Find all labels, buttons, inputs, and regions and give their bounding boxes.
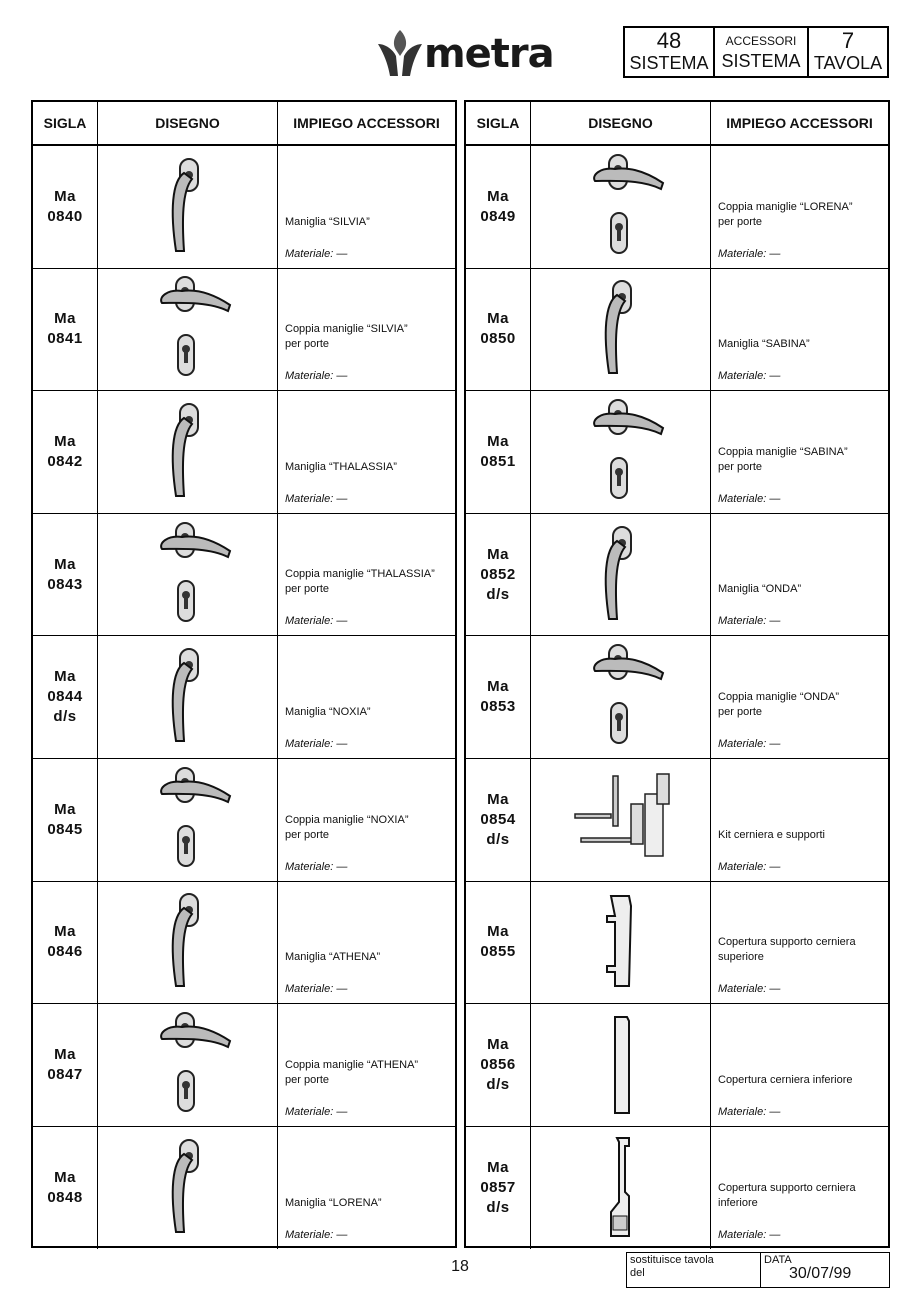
impiego-cell <box>711 1004 888 1126</box>
accessory-description <box>285 813 449 843</box>
accessori-label: ACCESSORI <box>725 34 797 48</box>
drawing-cell <box>531 1127 711 1250</box>
material-note: Materiale: — <box>285 1105 348 1118</box>
accessory-description <box>718 200 882 230</box>
material-note: Materiale: — <box>718 983 781 996</box>
sigla-cell <box>33 1127 98 1250</box>
description-line: Coppia maniglie “THALASSIA” <box>285 568 435 581</box>
hinge-cover-icon <box>571 1009 671 1121</box>
sigla-code-line: Ma <box>487 310 509 328</box>
sigla-code-line: 0842 <box>47 452 83 470</box>
drawing-cell <box>531 269 711 391</box>
window-handle-icon <box>138 641 238 753</box>
impiego-cell <box>711 391 888 513</box>
sigla-code-line: d/s <box>53 708 77 726</box>
sigla-code-line: 0843 <box>47 575 83 593</box>
drawing-cell <box>98 269 278 391</box>
col-sigla: SIGLA <box>466 102 531 144</box>
footer-box <box>626 1252 890 1288</box>
header-info-box <box>623 26 889 78</box>
sigla-code-line: 0846 <box>47 943 83 961</box>
table-row <box>33 514 455 637</box>
impiego-cell <box>278 146 455 268</box>
col-sigla: SIGLA <box>33 102 98 144</box>
impiego-cell <box>278 391 455 513</box>
replaces-line-2: del <box>630 1267 645 1279</box>
drawing-cell <box>98 514 278 636</box>
sigla-code-line: Ma <box>54 432 76 450</box>
accessory-description <box>718 935 882 965</box>
accessories-table-left <box>31 100 457 1248</box>
accessori-cell <box>715 28 809 76</box>
description-line: Maniglia “SILVIA” <box>285 215 370 228</box>
sigla-code-line: Ma <box>54 1045 76 1063</box>
sigla-code-line: 0855 <box>480 943 516 961</box>
sigla-cell <box>33 391 98 513</box>
impiego-cell <box>278 636 455 758</box>
table-header <box>466 102 888 146</box>
sigla-code-line: Ma <box>487 923 509 941</box>
material-note: Materiale: — <box>285 492 348 505</box>
material-note: Materiale: — <box>718 737 781 750</box>
table-body <box>33 146 455 1249</box>
sigla-code-line: d/s <box>486 1199 510 1217</box>
window-handle-icon <box>138 396 238 508</box>
material-note: Materiale: — <box>285 247 348 260</box>
replaces-line-1: sostituisce tavola <box>630 1254 714 1266</box>
sistema-cell <box>625 28 715 76</box>
tavola-number: 7 <box>841 28 855 53</box>
table-row <box>33 269 455 392</box>
description-line: Copertura cerniera inferiore <box>718 1073 853 1086</box>
table-row <box>33 391 455 514</box>
brand-name: metra <box>424 31 554 77</box>
sistema-label: SISTEMA <box>629 53 709 73</box>
sigla-cell <box>466 269 531 391</box>
sigla-code-line: Ma <box>54 187 76 205</box>
drawing-cell <box>531 391 711 513</box>
door-handle-pair-icon <box>138 1009 238 1121</box>
table-row <box>466 636 888 759</box>
sigla-code-line: 0856 <box>480 1055 516 1073</box>
door-handle-pair-icon <box>571 151 671 263</box>
sigla-code-line: 0853 <box>480 698 516 716</box>
accessory-description <box>285 460 449 475</box>
sigla-cell <box>466 1127 531 1250</box>
sigla-cell <box>33 636 98 758</box>
hinge-cover-top-icon <box>571 886 671 998</box>
material-note: Materiale: — <box>285 615 348 628</box>
sigla-code-line: Ma <box>54 923 76 941</box>
table-header <box>33 102 455 146</box>
material-note: Materiale: — <box>718 247 781 260</box>
sigla-code-line: 0844 <box>47 688 83 706</box>
table-row <box>466 146 888 269</box>
description-line: per porte <box>718 705 763 718</box>
description-line: per porte <box>285 338 330 351</box>
sigla-code-line: 0857 <box>480 1179 516 1197</box>
sigla-cell <box>466 882 531 1004</box>
impiego-cell <box>278 514 455 636</box>
sigla-code-line: 0847 <box>47 1065 83 1083</box>
col-impiego: IMPIEGO ACCESSORI <box>293 115 440 131</box>
description-line: per porte <box>285 1073 330 1086</box>
accessory-description <box>718 445 882 475</box>
description-line: Copertura supporto cerniera <box>718 936 856 949</box>
accessory-description <box>285 322 449 352</box>
impiego-cell <box>278 269 455 391</box>
description-line: Copertura supporto cerniera <box>718 1182 856 1195</box>
door-handle-pair-icon <box>571 396 671 508</box>
sigla-cell <box>33 146 98 268</box>
accessory-description <box>285 705 449 720</box>
sigla-code-line: Ma <box>487 678 509 696</box>
door-handle-pair-icon <box>138 519 238 631</box>
material-note: Materiale: — <box>285 983 348 996</box>
description-line: Maniglia “THALASSIA” <box>285 460 397 473</box>
description-line: inferiore <box>718 1197 758 1210</box>
description-line: Coppia maniglie “LORENA” <box>718 200 853 213</box>
sigla-code-line: 0840 <box>47 207 83 225</box>
material-note: Materiale: — <box>285 1229 348 1242</box>
table-row <box>33 146 455 269</box>
accessori-sistema-label: SISTEMA <box>721 51 801 71</box>
impiego-cell <box>711 514 888 636</box>
col-impiego: IMPIEGO ACCESSORI <box>726 115 873 131</box>
drawing-cell <box>98 882 278 1004</box>
tavola-label: TAVOLA <box>813 53 883 73</box>
sigla-code-line: Ma <box>54 668 76 686</box>
sigla-code-line: Ma <box>54 800 76 818</box>
sigla-code-line: Ma <box>54 310 76 328</box>
description-line: Coppia maniglie “SABINA” <box>718 445 848 458</box>
sigla-code-line: d/s <box>486 1075 510 1093</box>
drawing-cell <box>531 1004 711 1126</box>
accessory-description <box>718 828 882 843</box>
door-handle-pair-icon <box>138 273 238 385</box>
table-row <box>466 759 888 882</box>
sigla-cell <box>33 514 98 636</box>
description-line: Coppia maniglie “SILVIA” <box>285 323 408 336</box>
sigla-code-line: Ma <box>487 187 509 205</box>
drawing-cell <box>98 636 278 758</box>
sigla-code-line: Ma <box>487 545 509 563</box>
material-note: Materiale: — <box>285 370 348 383</box>
description-line: per porte <box>718 215 763 228</box>
sigla-code-line: Ma <box>487 790 509 808</box>
hinge-kit-icon <box>571 764 671 876</box>
drawing-cell <box>98 759 278 881</box>
description-line: Coppia maniglie “ONDA” <box>718 690 840 703</box>
impiego-cell <box>278 1127 455 1250</box>
table-row <box>466 514 888 637</box>
sigla-cell <box>466 391 531 513</box>
accessory-description <box>718 337 882 352</box>
date-cell <box>761 1253 889 1287</box>
table-row <box>466 269 888 392</box>
date-value: 30/07/99 <box>789 1265 852 1282</box>
drawing-cell <box>98 1127 278 1250</box>
sigla-cell <box>466 146 531 268</box>
sigla-cell <box>33 882 98 1004</box>
table-row <box>33 1127 455 1250</box>
sigla-cell <box>33 269 98 391</box>
table-row <box>466 1127 888 1250</box>
sigla-code-line: 0850 <box>480 330 516 348</box>
sigla-cell <box>466 636 531 758</box>
accessory-description <box>285 1058 449 1088</box>
description-line: per porte <box>718 460 763 473</box>
material-note: Materiale: — <box>718 492 781 505</box>
accessory-description <box>285 1196 449 1211</box>
material-note: Materiale: — <box>285 860 348 873</box>
material-note: Materiale: — <box>285 737 348 750</box>
material-note: Materiale: — <box>718 615 781 628</box>
accessories-table-right <box>464 100 890 1248</box>
window-handle-icon <box>138 886 238 998</box>
accessory-description <box>285 950 449 965</box>
sigla-cell <box>466 514 531 636</box>
sigla-code-line: 0848 <box>47 1189 83 1207</box>
table-body <box>466 146 888 1249</box>
window-handle-icon <box>571 273 671 385</box>
accessory-description <box>285 215 449 230</box>
sistema-number: 48 <box>656 28 682 53</box>
table-row <box>33 1004 455 1127</box>
sigla-code-line: 0852 <box>480 565 516 583</box>
material-note: Materiale: — <box>718 1229 781 1242</box>
page-number: 18 <box>451 1258 469 1275</box>
drawing-cell <box>531 514 711 636</box>
sigla-cell <box>33 759 98 881</box>
accessory-description <box>718 1181 882 1211</box>
sigla-code-line: d/s <box>486 585 510 603</box>
drawing-cell <box>531 146 711 268</box>
sigla-code-line: 0854 <box>480 810 516 828</box>
window-handle-icon <box>138 1132 238 1244</box>
sigla-code-line: 0841 <box>47 330 83 348</box>
col-disegno: DISEGNO <box>98 102 278 144</box>
impiego-cell <box>711 1127 888 1250</box>
impiego-cell <box>711 146 888 268</box>
sigla-cell <box>33 1004 98 1126</box>
table-row <box>466 1004 888 1127</box>
door-handle-pair-icon <box>571 641 671 753</box>
tavola-cell <box>809 28 887 76</box>
description-line: Maniglia “SABINA” <box>718 338 810 351</box>
accessory-description <box>718 1073 882 1088</box>
sigla-code-line: Ma <box>487 1035 509 1053</box>
sigla-code-line: Ma <box>54 555 76 573</box>
drawing-cell <box>531 759 711 881</box>
impiego-cell <box>278 759 455 881</box>
impiego-cell <box>711 636 888 758</box>
date-label: DATA <box>764 1254 792 1266</box>
sigla-cell <box>466 759 531 881</box>
description-line: per porte <box>285 583 330 596</box>
accessory-description <box>718 582 882 597</box>
sigla-code-line: Ma <box>487 432 509 450</box>
drawing-cell <box>98 1004 278 1126</box>
drawing-cell <box>531 636 711 758</box>
sigla-code-line: d/s <box>486 830 510 848</box>
metra-logo <box>374 26 556 82</box>
description-line: Coppia maniglie “ATHENA” <box>285 1058 419 1071</box>
description-line: Kit cerniera e supporti <box>718 828 825 841</box>
impiego-cell <box>278 882 455 1004</box>
sigla-code-line: Ma <box>487 1159 509 1177</box>
impiego-cell <box>278 1004 455 1126</box>
description-line: Coppia maniglie “NOXIA” <box>285 813 409 826</box>
material-note: Materiale: — <box>718 860 781 873</box>
description-line: Maniglia “ONDA” <box>718 583 802 596</box>
table-row <box>33 759 455 882</box>
logo-mark-icon <box>374 26 426 82</box>
drawing-cell <box>531 882 711 1004</box>
description-line: per porte <box>285 828 330 841</box>
impiego-cell <box>711 759 888 881</box>
table-row <box>33 882 455 1005</box>
drawing-cell <box>98 391 278 513</box>
hinge-cover-bottom-icon <box>571 1132 671 1244</box>
replaces-cell <box>627 1253 761 1287</box>
table-row <box>466 882 888 1005</box>
drawing-cell <box>98 146 278 268</box>
sigla-cell <box>466 1004 531 1126</box>
table-row <box>33 636 455 759</box>
sigla-code-line: Ma <box>54 1169 76 1187</box>
accessory-description <box>718 690 882 720</box>
window-handle-icon <box>571 519 671 631</box>
description-line: Maniglia “LORENA” <box>285 1197 382 1210</box>
sigla-code-line: 0851 <box>480 452 516 470</box>
description-line: Maniglia “ATHENA” <box>285 951 381 964</box>
sigla-code-line: 0849 <box>480 207 516 225</box>
sigla-code-line: 0845 <box>47 820 83 838</box>
accessory-description <box>285 567 449 597</box>
window-handle-icon <box>138 151 238 263</box>
description-line: Maniglia “NOXIA” <box>285 705 371 718</box>
material-note: Materiale: — <box>718 370 781 383</box>
description-line: superiore <box>718 951 764 964</box>
door-handle-pair-icon <box>138 764 238 876</box>
impiego-cell <box>711 882 888 1004</box>
material-note: Materiale: — <box>718 1105 781 1118</box>
col-disegno: DISEGNO <box>531 102 711 144</box>
table-row <box>466 391 888 514</box>
impiego-cell <box>711 269 888 391</box>
